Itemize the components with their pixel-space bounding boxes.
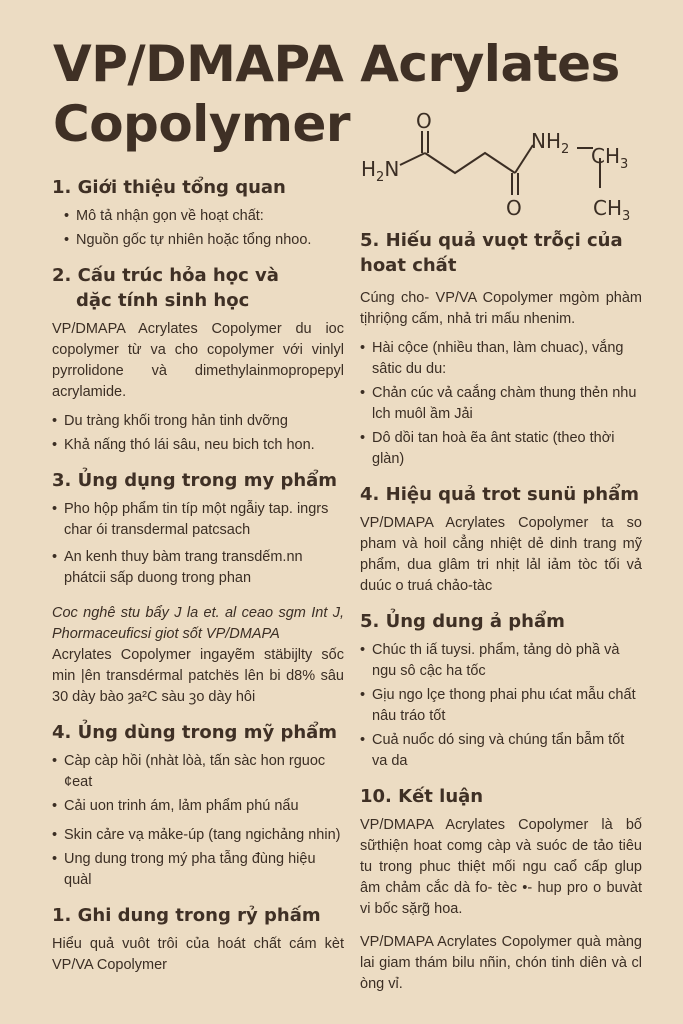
paragraph: VP/DMAPA Acrylates Copolymer ta so pham và hoil cẳng nhiệt dẻ dinh trang mỹ phẩm, dua glâm tri nhịt lảl iảm tòc tối vả duúc o truá chảo-tàc bbox=[360, 515, 642, 594]
section-heading: 1. Giới thiệu tổng quan bbox=[52, 177, 286, 198]
oxygen-top-label: O bbox=[416, 109, 432, 133]
list-item: • Càp càp hồi (nhàt lòà, tấn sàc hon rguoc ¢eat bbox=[52, 751, 344, 793]
chemical-structure-diagram bbox=[355, 103, 655, 223]
section-heading bbox=[52, 263, 344, 313]
ch3-top-label: $CH_3$ bbox=[591, 144, 629, 172]
list-item: • Mô tả nhận gọn về hoạt chất: bbox=[64, 206, 344, 227]
paragraph: VP/DMAPA Acrylates Copolymer là bố sữthiện hoat comg càp và suóc de tảo tiêu tu trong phuc thiệt mối ngu caổ cấp glup âm chảm cắc dà fo- tèc •- hup pro o buvàt vi bốc sặrg̃ hoa. bbox=[360, 817, 642, 917]
section-heading: 5. Ủng dung ả phẩm bbox=[360, 611, 565, 632]
section-effectiveness bbox=[360, 228, 642, 470]
oxygen-bottom-label: O bbox=[506, 196, 522, 220]
list-item: • Cải uon trinh ám, lảm phẩm phú nẩu bbox=[52, 796, 344, 817]
heading-line: hoat chất bbox=[360, 255, 457, 276]
list-item: • Pho hộp phẩm tin típ một ngẫiy tap. ingrs char ói transdermal patcsach bbox=[52, 499, 344, 541]
section-heading: 3. Ủng dụng trong my phẩm bbox=[52, 470, 338, 491]
section-structure bbox=[52, 263, 344, 456]
section-application-2 bbox=[52, 720, 344, 891]
list-item: • Khả nấng thó lái sâu, neu bich tch hon. bbox=[52, 435, 344, 456]
section-performance bbox=[360, 482, 642, 597]
nh2-label: $NH_2$ bbox=[531, 129, 570, 157]
list-item: • Gịu ngo lçe thong phai phu ɩćat mẫu chất nâu tráo tốt bbox=[360, 685, 642, 727]
list-item: • Hài cộce (nhiều than, làm chuac), vắng sâtic du du: bbox=[360, 338, 642, 380]
section-application-1 bbox=[52, 468, 344, 708]
section-product-application bbox=[360, 609, 642, 772]
h2n-label: $H_2N$ bbox=[361, 157, 400, 185]
paragraph: VP/DMAPA Acrylates Copolymer quà màng lai giam thám bilu nñin, chón tinh diên và cl òng vỉ. bbox=[360, 934, 642, 992]
section-heading: 4. Ủng dùng trong mỹ phẩm bbox=[52, 722, 338, 743]
page-title: VP/DMAPA Acrylates Copolymer bbox=[53, 35, 620, 153]
paragraph: VP/DMAPA Acrylates Copolymer du ioc copolymer từ va cho copolymer với vinlyl pyrrolidone và dimethylainmopropepyl acrylamide. bbox=[52, 321, 344, 400]
section-heading bbox=[360, 228, 642, 278]
paragraph: Cúng cho- VP/VA Copolymer mgòm phàm tịhriộng cấm, nhả tri mấu nhenim. bbox=[360, 290, 642, 327]
citation-paragraph: Coc nghê stu bẩy J la et. al ceao sgm Int J, Phormaceuficsi giot sốt VP/DMAPA bbox=[52, 605, 344, 642]
list-item: • Skin cảre vạ mảke-úp (tang ngichảng nhin) bbox=[52, 825, 344, 846]
list-item: • Chản cúc vả caắng chàm thung thẻn nhu lch muôl ầm Jải bbox=[360, 383, 642, 425]
section-usage bbox=[52, 903, 344, 976]
paragraph: Hiểu quả vuôt trôi của hoát chất cám kèt VP/VA Copolymer bbox=[52, 936, 344, 973]
section-overview bbox=[52, 175, 344, 251]
list-item: • Chúc th iấ tuysi. phẩm, tảng dò phầ và ngu sô cậc ha tốc bbox=[360, 640, 642, 682]
list-item: • An kenh thuy bàm trang transdếm.nn phátcii sấp duong trong phan bbox=[52, 547, 344, 589]
left-column bbox=[52, 175, 344, 988]
section-heading: 4. Hiệu quả trot sunü phẩm bbox=[360, 484, 640, 505]
ch3-bottom-label: $CH_3$ bbox=[593, 196, 631, 223]
paragraph: Acrylates Copolymer ingayẽm stäbijlty sốc min |ên transdérmal patchës lên bi d8% sâu 30 dày bào ȝa²C sàu ꝫo dày hôi bbox=[52, 647, 344, 705]
list-item: • Cuả nuổc dó sing và chúng tẩn bẫm tốt va da bbox=[360, 730, 642, 772]
heading-line: dặc tính sinh học bbox=[76, 290, 250, 311]
list-item: • Dô dồi tan hoà ẽa ânt static (theo thời glàn) bbox=[360, 428, 642, 470]
list-item: • Nguồn gốc tự nhiên hoặc tổng nhoo. bbox=[64, 230, 344, 251]
heading-line: 2. Cấu trúc hỏa học và bbox=[52, 265, 279, 286]
section-conclusion bbox=[360, 784, 642, 995]
list-item: • Ung dung trong mý pha tẫng đùng hiệu quàl bbox=[52, 849, 344, 891]
section-heading: 10. Kết luận bbox=[360, 786, 484, 807]
list-item: • Du tràng khối trong hản tinh dvỡng bbox=[52, 411, 344, 432]
right-column bbox=[360, 228, 642, 1007]
heading-line: 5. Hiếu quả vuọt trỗçi của bbox=[360, 230, 623, 251]
molecule-icon bbox=[355, 103, 655, 223]
section-heading: 1. Ghi dung trong rỷ phấm bbox=[52, 905, 321, 926]
